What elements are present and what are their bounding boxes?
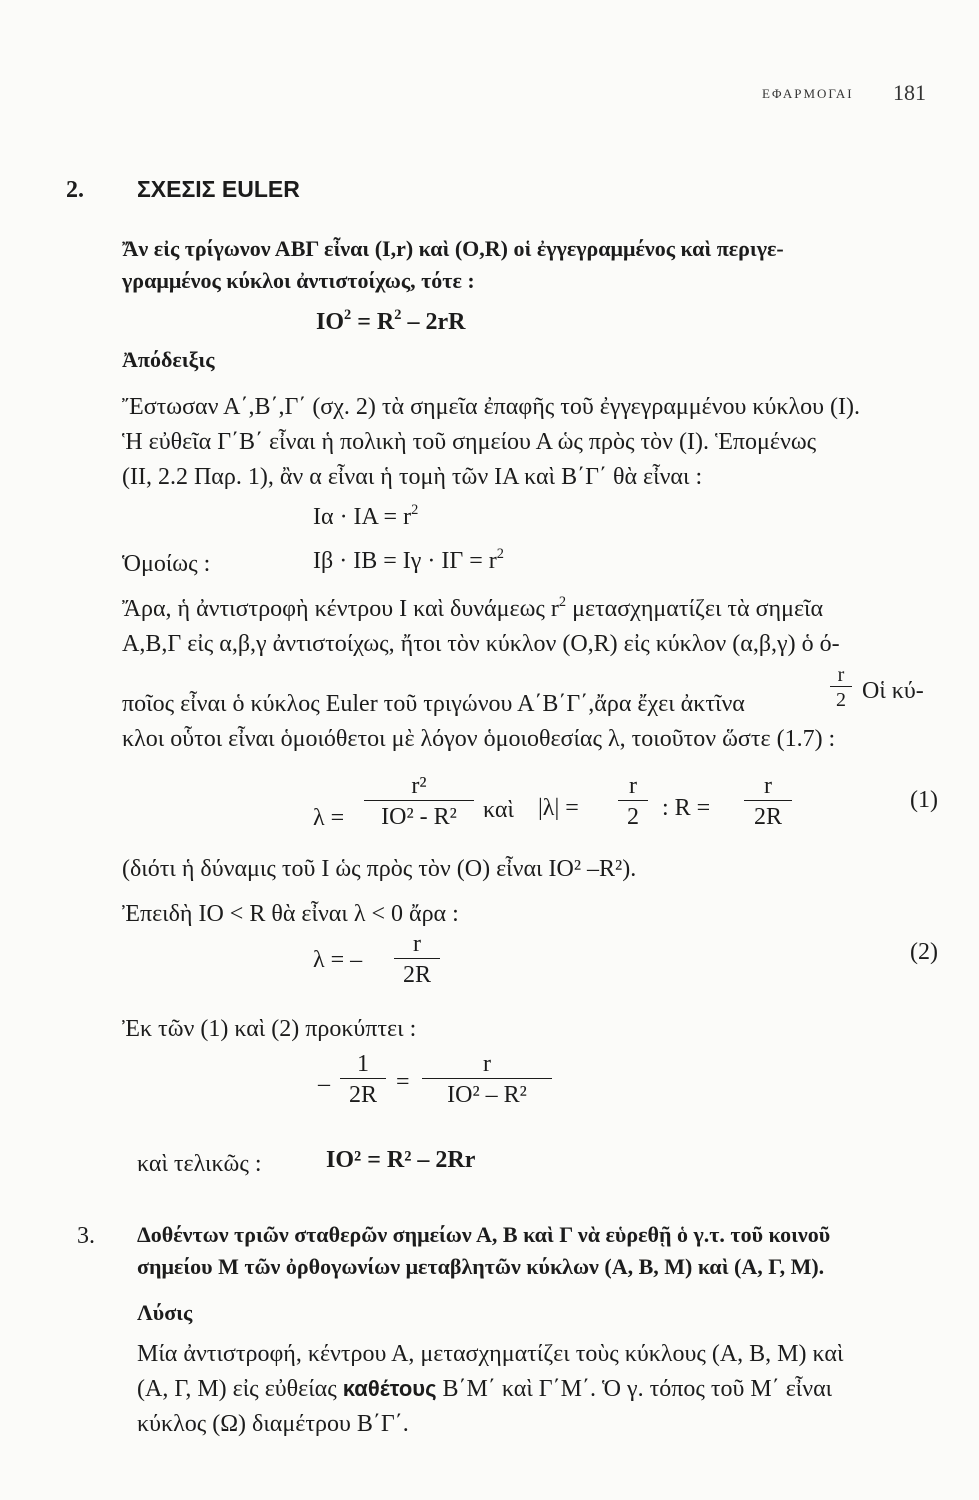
paragraph-5: Ἐκ τῶν (1) καὶ (2) προκύπτει : — [122, 1016, 417, 1042]
perpendicular-emphasis: καθέτους — [342, 1376, 437, 1401]
eq2-lhs: λ = – — [313, 947, 363, 973]
eq3-equals: = — [396, 1069, 410, 1095]
eq3-fraction-2: $\frac{r}{\text{ΙΟ² – R²}}$ — [422, 1050, 552, 1109]
paragraph-3: (διότι ἡ δύναμις τοῦ Ι ὡς πρὸς τὸν (Ο) εἶναι ΙΟ² –R²). — [122, 856, 637, 882]
equation-ib: $I\beta \cdot IB = I\gamma \cdot I\Gamma = r^2$ — [313, 545, 504, 574]
proof-line-3: (ΙΙ, 2.2 Παρ. 1), ἂν α εἶναι ἡ τομὴ τῶν ΙΑ καὶ Β΄Γ΄ θὰ εἶναι : — [122, 464, 703, 490]
main-formula: $IO^2 = R^2 - 2rR$ — [316, 306, 466, 335]
statement-line-1: Ἄν εἰς τρίγωνον ΑΒΓ εἶναι (Ι,r) καὶ (Ο,R) οἱ ἐγγεγραμμένος καὶ περιγε- — [122, 236, 784, 261]
statement-line-2: γραμμένος κύκλοι ἀντιστοίχως, τότε : — [122, 268, 475, 293]
paragraph-2-line-1: Ἄρα, ἡ ἀντιστροφὴ κέντρου Ι καὶ δυνάμεως $r^2$ μετασχηματίζει τὰ σημεῖα — [122, 593, 824, 622]
proof-label: Ἀπόδειξις — [122, 347, 215, 372]
proof-line-2: Ἡ εὐθεῖα Γ΄Β΄ εἶναι ἡ πολικὴ τοῦ σημείου Α ὡς πρὸς τὸν (Ι). Ἑπομένως — [122, 429, 817, 455]
paragraph-2-line-2: Α,Β,Γ εἰς α,β,γ ἀντιστοίχως, ἤτοι τὸν κύκλον (Ο,R) εἰς κύκλον (α,β,γ) ὁ ό- — [122, 631, 840, 657]
eq1-colon-r: : R = — [662, 795, 711, 821]
proof-line-1: Ἔστωσαν Α΄,Β΄,Γ΄ (σχ. 2) τὰ σημεῖα ἐπαφῆς τοῦ ἐγγεγραμμένου κύκλου (Ι). — [122, 394, 860, 420]
section-title: ΣΧΕΣΙΣ EULER — [137, 176, 300, 202]
section3-title-line-2: σημείου Μ τῶν ὀρθογωνίων μεταβλητῶν κύκλων (Α, Β, Μ) καὶ (Α, Γ, Μ). — [137, 1254, 825, 1279]
final-formula: ΙΟ² = R² – 2Rr — [326, 1147, 476, 1173]
eq3-fraction-1: $\frac{1}{2R}$ — [340, 1050, 386, 1109]
eq1-label: (1) — [910, 787, 938, 813]
eq1-fraction-3: $\frac{r}{2R}$ — [744, 772, 792, 831]
eq3-minus: – — [318, 1071, 330, 1097]
page-number: 181 — [893, 80, 926, 105]
solution-line-3: κύκλος (Ω) διαμέτρου Β΄Γ΄. — [137, 1411, 409, 1437]
eq1-abs-lambda: |λ| = — [538, 795, 579, 821]
eq1-fraction-2: $\frac{r}{2}$ — [618, 772, 648, 831]
finally-label: καὶ τελικῶς : — [137, 1151, 262, 1177]
similarly-label: Ὁμοίως : — [122, 551, 211, 577]
paragraph-2-line-4: κλοι οὗτοι εἶναι ὁμοιόθετοι μὲ λόγον ὁμοιοθεσίας λ, τοιοῦτον ὥστε (1.7) : — [122, 726, 836, 752]
solution-label: Λύσις — [137, 1300, 193, 1325]
eq2-label: (2) — [910, 939, 938, 965]
running-title: ΕΦΑΡΜΟΓΑΙ — [762, 86, 854, 101]
eq1-kai: καὶ — [483, 797, 514, 823]
section-number: 2. — [66, 177, 84, 203]
section3-number: 3. — [77, 1223, 95, 1249]
radius-fraction: $\frac{r}{2}$ — [830, 664, 852, 711]
solution-line-1: Μία ἀντιστροφή, κέντρου Α, μετασχηματίζει τοὺς κύκλους (Α, Β, Μ) καὶ — [137, 1341, 844, 1367]
solution-line-2: (Α, Γ, Μ) εἰς εὐθείας καθέτους Β΄Μ΄ καὶ Γ΄Μ΄. Ὁ γ. τόπος τοῦ Μ΄ εἶναι — [137, 1376, 833, 1402]
paragraph-2-line-3: ποῖος εἶναι ὁ κύκλος Euler τοῦ τριγώνου Α΄Β΄Γ΄,ἄρα ἔχει ἀκτῖνα — [122, 691, 745, 717]
eq1-fraction-1: $\frac{\text{r²}}{\text{ΙΟ² - R²}}$ — [364, 772, 474, 831]
paragraph-4: Ἐπειδὴ ΙΟ < R θὰ εἶναι λ < 0 ἄρα : — [122, 901, 459, 927]
eq2-fraction: $\frac{r}{2R}$ — [394, 930, 440, 989]
paragraph-2-line-3-end: Οἱ κύ- — [862, 678, 924, 704]
equation-ia: $I\alpha \cdot IA = r^2$ — [313, 501, 419, 530]
eq1-lambda: λ = — [313, 805, 345, 831]
section3-title-line-1: Δοθέντων τριῶν σταθερῶν σημείων Α, Β καὶ Γ νὰ εὑρεθῇ ὁ γ.τ. τοῦ κοινοῦ — [137, 1222, 831, 1247]
